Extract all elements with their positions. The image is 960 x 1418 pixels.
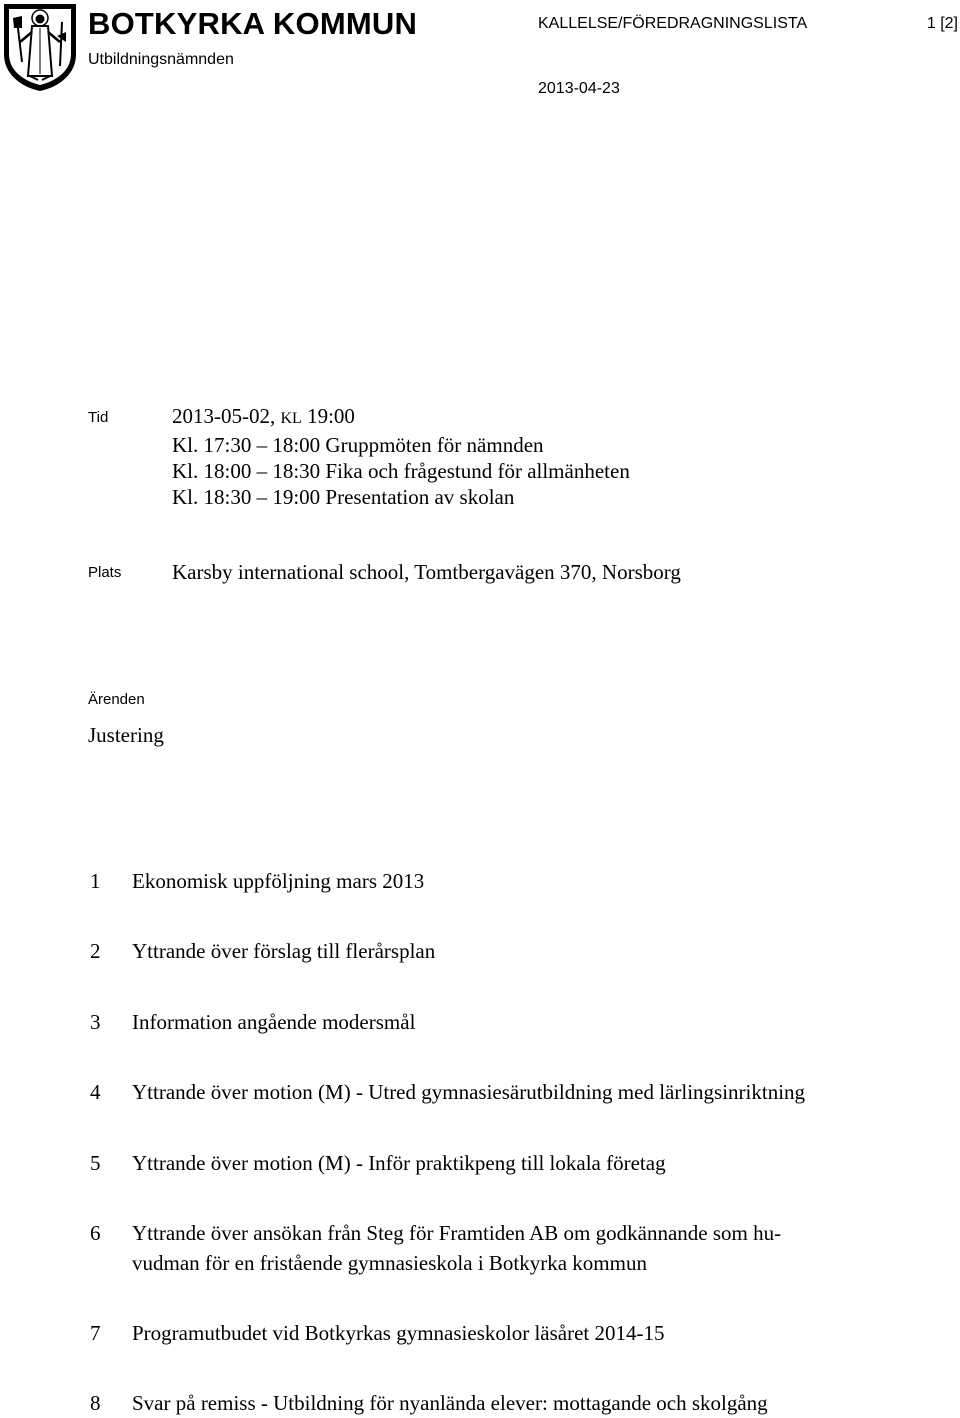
- agenda-item-number: 6: [90, 1221, 101, 1245]
- agenda-item-text: [132, 1007, 912, 1037]
- meeting-location: Karsby international school, Tomtbergavägen 370, Norsborg: [172, 560, 681, 584]
- meeting-start-time: 19:00: [307, 404, 355, 428]
- meeting-kl: KL: [280, 410, 302, 427]
- plats-label: Plats: [88, 564, 122, 581]
- page-number: 1 [2]: [926, 15, 958, 32]
- agenda-item-line: Yttrande över ansökan från Steg för Framtiden AB om godkännande som hu-: [132, 1221, 782, 1245]
- agenda-item-number: 2: [90, 939, 101, 963]
- agenda-item-text: [132, 1318, 912, 1348]
- agenda-item-number: 7: [90, 1321, 101, 1345]
- agenda-item-text: [132, 1218, 912, 1278]
- document-date: 2013-04-23: [538, 80, 620, 97]
- department-name: Utbildningsnämnden: [88, 51, 234, 68]
- meeting-date-line: [172, 403, 630, 432]
- agenda-item-text: [132, 866, 912, 896]
- arenden-label: Ärenden: [88, 691, 145, 708]
- agenda-item-number: 1: [90, 869, 101, 893]
- schedule-line: Kl. 18:00 – 18:30 Fika och frågestund för allmänheten: [172, 459, 630, 483]
- agenda-item-line: Svar på remiss - Utbildning för nyanlända elever: mottagande och skolgång: [132, 1391, 768, 1415]
- agenda-item-line: Information angående modersmål: [132, 1010, 416, 1034]
- agenda-item-number: 8: [90, 1391, 101, 1415]
- agenda-item-line: Programutbudet vid Botkyrkas gymnasieskolor läsåret 2014-15: [132, 1321, 665, 1345]
- agenda-item-number: 3: [90, 1010, 101, 1034]
- document-type: KALLELSE/FÖREDRAGNINGSLISTA: [538, 15, 808, 32]
- agenda-item-line: vudman för en fristående gymnasieskola i Botkyrka kommun: [132, 1251, 647, 1275]
- agenda-item-line: Ekonomisk uppföljning mars 2013: [132, 869, 425, 893]
- meeting-date: 2013-05-02,: [172, 404, 276, 428]
- schedule-line: Kl. 17:30 – 18:00 Gruppmöten för nämnden: [172, 433, 544, 457]
- agenda-item-text: [132, 1148, 912, 1178]
- organization-name: BOTKYRKA KOMMUN: [88, 6, 418, 41]
- agenda-item-text: [132, 936, 912, 966]
- agenda-item-text: [132, 1077, 912, 1107]
- agenda-item-number: 5: [90, 1151, 101, 1175]
- meeting-time-block: [172, 403, 630, 510]
- coat-of-arms-icon: [2, 2, 78, 92]
- agenda-item-number: 4: [90, 1080, 101, 1104]
- agenda-item-text: [132, 1388, 912, 1418]
- agenda-item-line: Yttrande över förslag till flerårsplan: [132, 939, 436, 963]
- agenda-item-line: Yttrande över motion (M) - Utred gymnasiesärutbildning med lärlingsinriktning: [132, 1080, 806, 1104]
- schedule-line: Kl. 18:30 – 19:00 Presentation av skolan: [172, 485, 515, 509]
- justering-heading: Justering: [88, 723, 164, 747]
- agenda-item-line: Yttrande över motion (M) - Inför praktikpeng till lokala företag: [132, 1151, 666, 1175]
- tid-label: Tid: [88, 409, 109, 426]
